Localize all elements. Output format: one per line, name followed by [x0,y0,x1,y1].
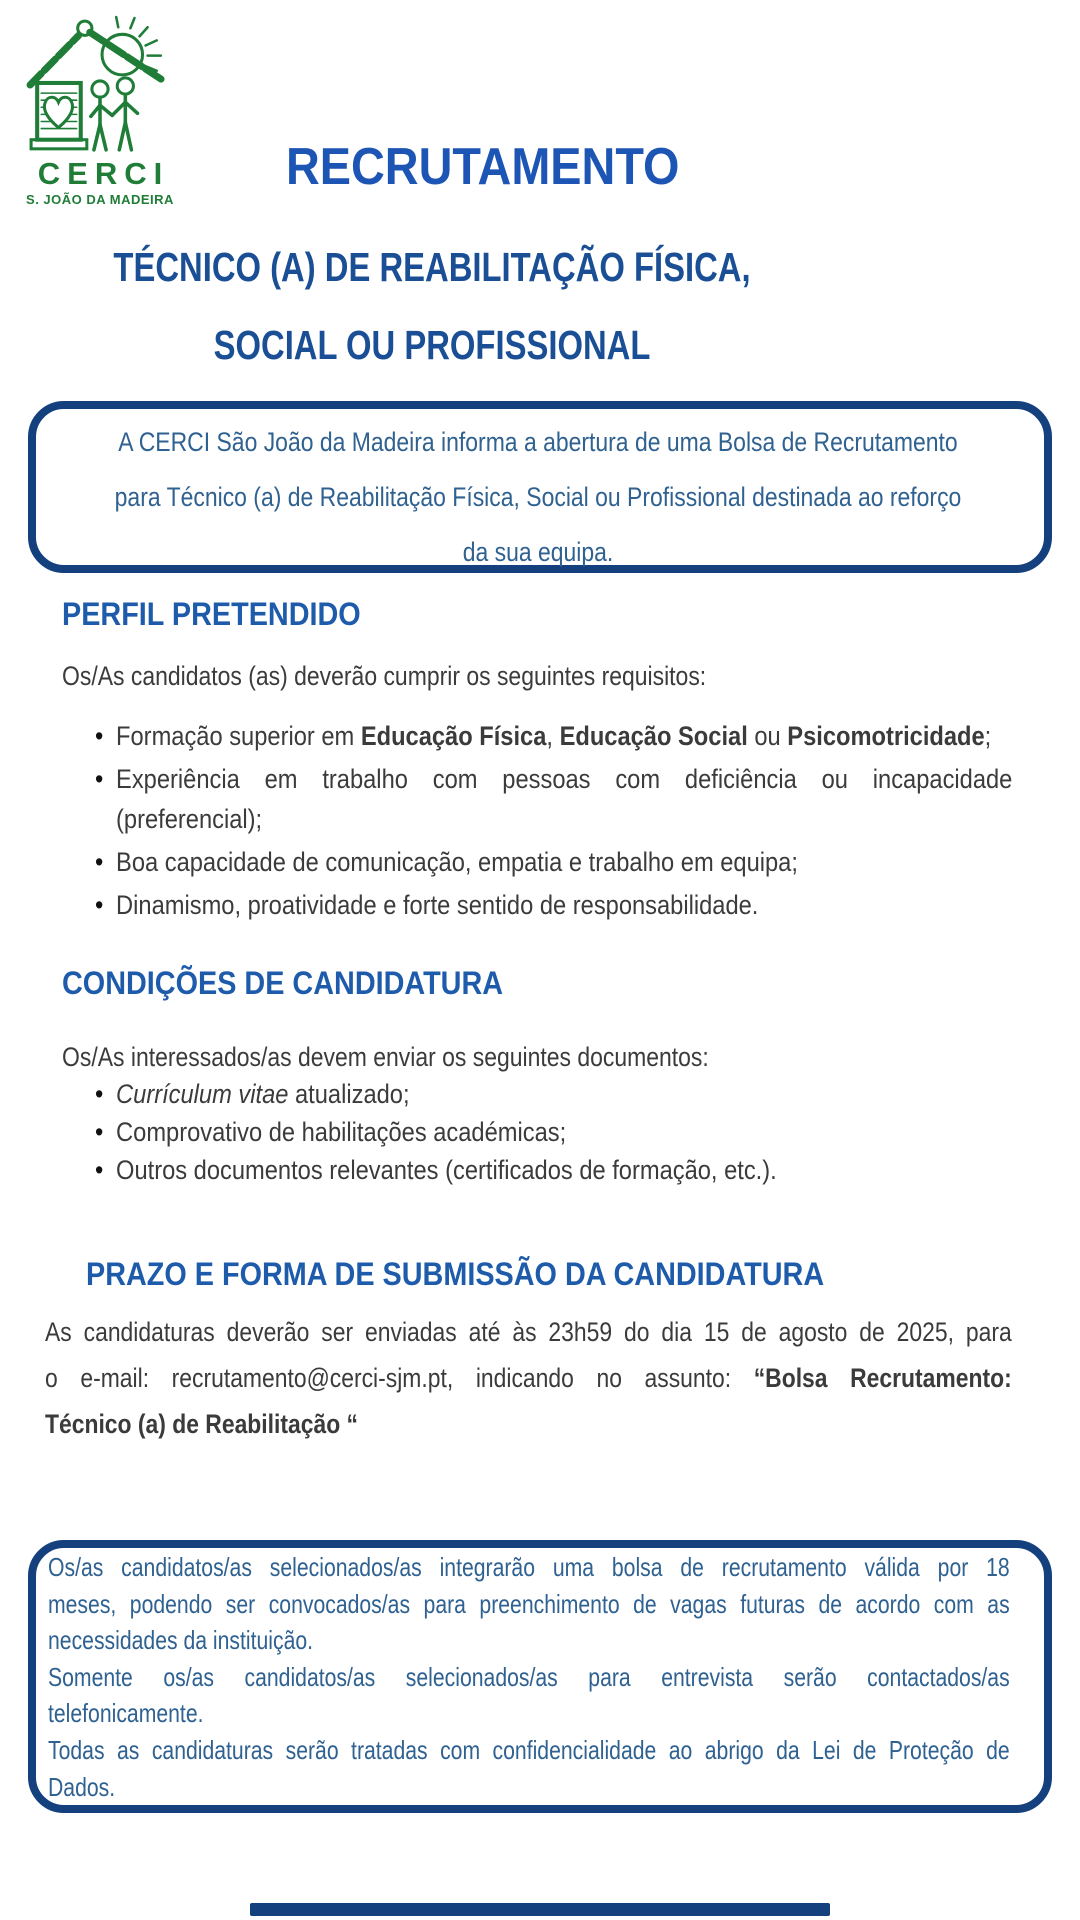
list-item: • Comprovativo de habilitações académicas; [95,1113,1012,1151]
list-item: • Outros documentos relevantes (certificados de formação, etc.). [95,1151,1012,1189]
list-item: • Dinamismo, proatividade e forte sentido de responsabilidade. [95,885,1012,925]
list-item: • Formação superior em Educação Física, Educação Social ou Psicomotricidade; [95,716,1012,756]
footer-line: Todas as candidaturas serão tratadas com confidencialidade ao abrigo da Lei de Proteção de [48,1734,1010,1765]
intro-line: da sua equipa. [462,537,614,567]
footer-box [28,1540,1052,1813]
condicoes-lead: Os/As interessados/as devem enviar os seguintes documentos: [62,1042,709,1072]
prazo-line1: As candidaturas deverão ser enviadas até às 23h59 do dia 15 de agosto de 2025, para [45,1317,1012,1347]
prazo-line3: Técnico (a) de Reabilitação “ [45,1409,359,1439]
footer-accent-bar [250,1903,830,1916]
condicoes-list [95,1075,1012,1189]
intro-line: A CERCI São João da Madeira informa a abertura de uma Bolsa de Recrutamento [118,427,958,457]
list-item: • Currículum vitae atualizado; [95,1075,1012,1113]
logo-org-text: CERCI [37,156,170,191]
position-title-line1: TÉCNICO (A) DE REABILITAÇÃO FÍSICA, [113,244,751,290]
perfil-list [95,716,1012,928]
footer-box-text [48,1549,1010,1805]
logo-location-text: S. JOÃO DA MADEIRA [26,192,174,207]
intro-line: para Técnico (a) de Reabilitação Física, Social ou Profissional destinada ao reforço [114,482,962,512]
cerci-logo-art [24,14,176,158]
footer-line: Somente os/as candidatos/as selecionados/as para entrevista serão contactados/as [48,1661,1010,1692]
prazo-line2: o e-mail: recrutamento@cerci-sjm.pt, indicando no assunto: “Bolsa Recrutamento: [45,1363,1012,1393]
footer-line: Dados. [48,1771,116,1802]
footer-line: telefonicamente. [48,1698,204,1729]
intro-box-text [62,415,1014,580]
cerci-logo [24,14,176,208]
footer-line: necessidades da instituição. [48,1625,314,1656]
list-item: • Experiência em trabalho com pessoas com deficiência ou incapacidade (preferencial); [95,759,1012,839]
footer-line: Os/as candidatos/as selecionados/as integrarão uma bolsa de recrutamento válida por 18 [48,1552,1010,1582]
prazo-heading: PRAZO E FORMA DE SUBMISSÃO DA CANDIDATURA [86,1256,825,1292]
window-heart-icon [31,83,87,149]
people-icon [91,78,138,150]
condicoes-heading: CONDIÇÕES DE CANDIDATURA [62,965,504,1001]
perfil-lead: Os/As candidatos (as) deverão cumprir os seguintes requisitos: [62,661,707,691]
perfil-heading: PERFIL PRETENDIDO [62,596,361,632]
list-item: • Boa capacidade de comunicação, empatia e trabalho em equipa; [95,842,1012,882]
position-title-line2: SOCIAL OU PROFISSIONAL [213,322,651,368]
prazo-paragraph [45,1309,1012,1447]
position-title [86,228,777,384]
poster-title: RECRUTAMENTO [286,138,680,196]
intro-box [28,401,1052,573]
footer-line: meses, podendo ser convocados/as para preenchimento de vagas futuras de acordo com as [48,1588,1010,1619]
